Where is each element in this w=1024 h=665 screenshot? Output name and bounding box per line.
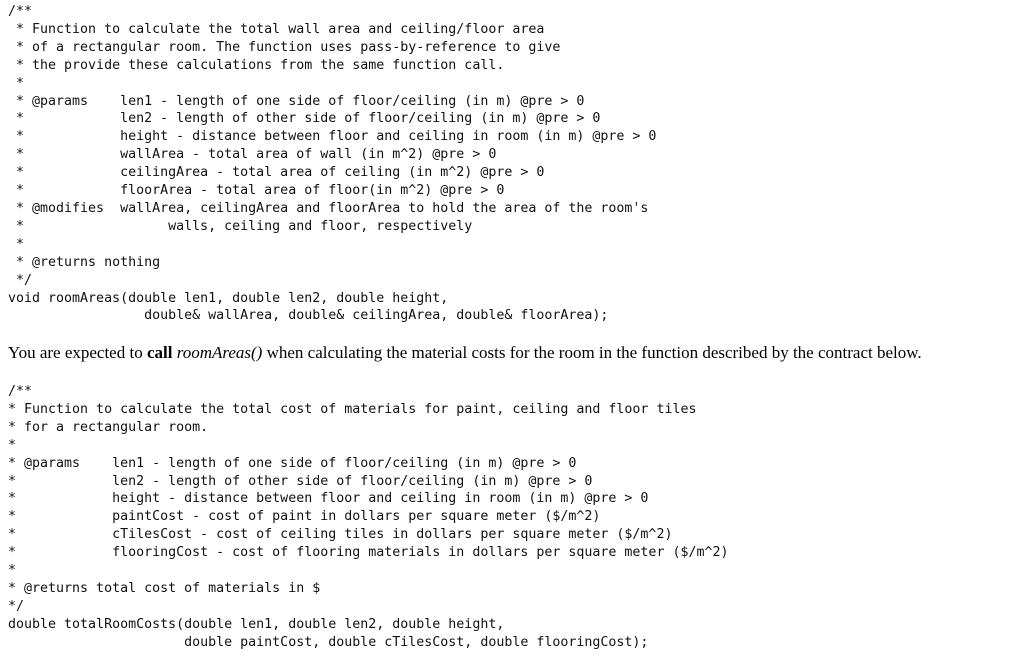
code-line: * ceilingArea - total area of ceiling (in m^2) @pre > 0	[8, 165, 545, 181]
instruction-text-part1: You are expected to	[8, 343, 147, 362]
code-line: * walls, ceiling and floor, respectively	[8, 218, 473, 234]
code-line: * floorArea - total area of floor(in m^2) @pre > 0	[8, 183, 505, 199]
instruction-function-name: roomAreas()	[176, 343, 263, 362]
code-line: * wallArea - total area of wall (in m^2) @pre > 0	[8, 147, 497, 163]
code-line: *	[8, 563, 17, 579]
code-line: * Function to calculate the total wall area and ceiling/floor area	[8, 21, 545, 37]
code-line: */	[8, 598, 25, 614]
code-line: * for a rectangular room.	[8, 419, 209, 435]
code-line: *	[8, 437, 17, 453]
code-line: * Function to calculate the total cost of materials for paint, ceiling and floor tiles	[8, 401, 697, 417]
code-line: * the provide these calculations from the same function call.	[8, 57, 505, 73]
code-line: * cTilesCost - cost of ceiling tiles in dollars per square meter ($/m^2)	[8, 527, 673, 543]
code-line: void roomAreas(double len1, double len2, double height,	[8, 290, 449, 306]
code-line: * height - distance between floor and ceiling in room (in m) @pre > 0	[8, 491, 649, 507]
code-line: * @returns total cost of materials in $	[8, 580, 321, 596]
total-room-costs-contract-code	[8, 383, 729, 652]
code-line: * len2 - length of other side of floor/ceiling (in m) @pre > 0	[8, 111, 601, 127]
instruction-text-part2: when calculating the material costs for the room in the function described by the contract below.	[262, 343, 922, 362]
code-line: */	[8, 272, 33, 288]
room-areas-contract-code	[8, 3, 656, 325]
code-line: * height - distance between floor and ceiling in room (in m) @pre > 0	[8, 129, 657, 145]
code-line: * @params len1 - length of one side of floor/ceiling (in m) @pre > 0	[8, 93, 585, 109]
code-line: double paintCost, double cTilesCost, double flooringCost);	[8, 634, 649, 650]
code-line: double totalRoomCosts(double len1, double len2, double height,	[8, 616, 505, 632]
code-line: * len2 - length of other side of floor/ceiling (in m) @pre > 0	[8, 473, 593, 489]
code-line: double& wallArea, double& ceilingArea, double& floorArea);	[8, 308, 609, 324]
instruction-text	[8, 342, 922, 364]
code-line: *	[8, 236, 25, 252]
code-line: * @params len1 - length of one side of floor/ceiling (in m) @pre > 0	[8, 455, 577, 471]
code-line: /**	[8, 4, 33, 19]
code-line: * of a rectangular room. The function uses pass-by-reference to give	[8, 39, 561, 55]
code-line: * @modifies wallArea, ceilingArea and floorArea to hold the area of the room's	[8, 200, 649, 216]
code-line: * flooringCost - cost of flooring materials in dollars per square meter ($/m^2)	[8, 545, 729, 561]
instruction-bold-call: call	[146, 343, 173, 362]
code-line: * paintCost - cost of paint in dollars per square meter ($/m^2)	[8, 509, 601, 525]
code-line: *	[8, 75, 25, 91]
code-line: * @returns nothing	[8, 254, 161, 270]
code-line: /**	[8, 384, 33, 399]
